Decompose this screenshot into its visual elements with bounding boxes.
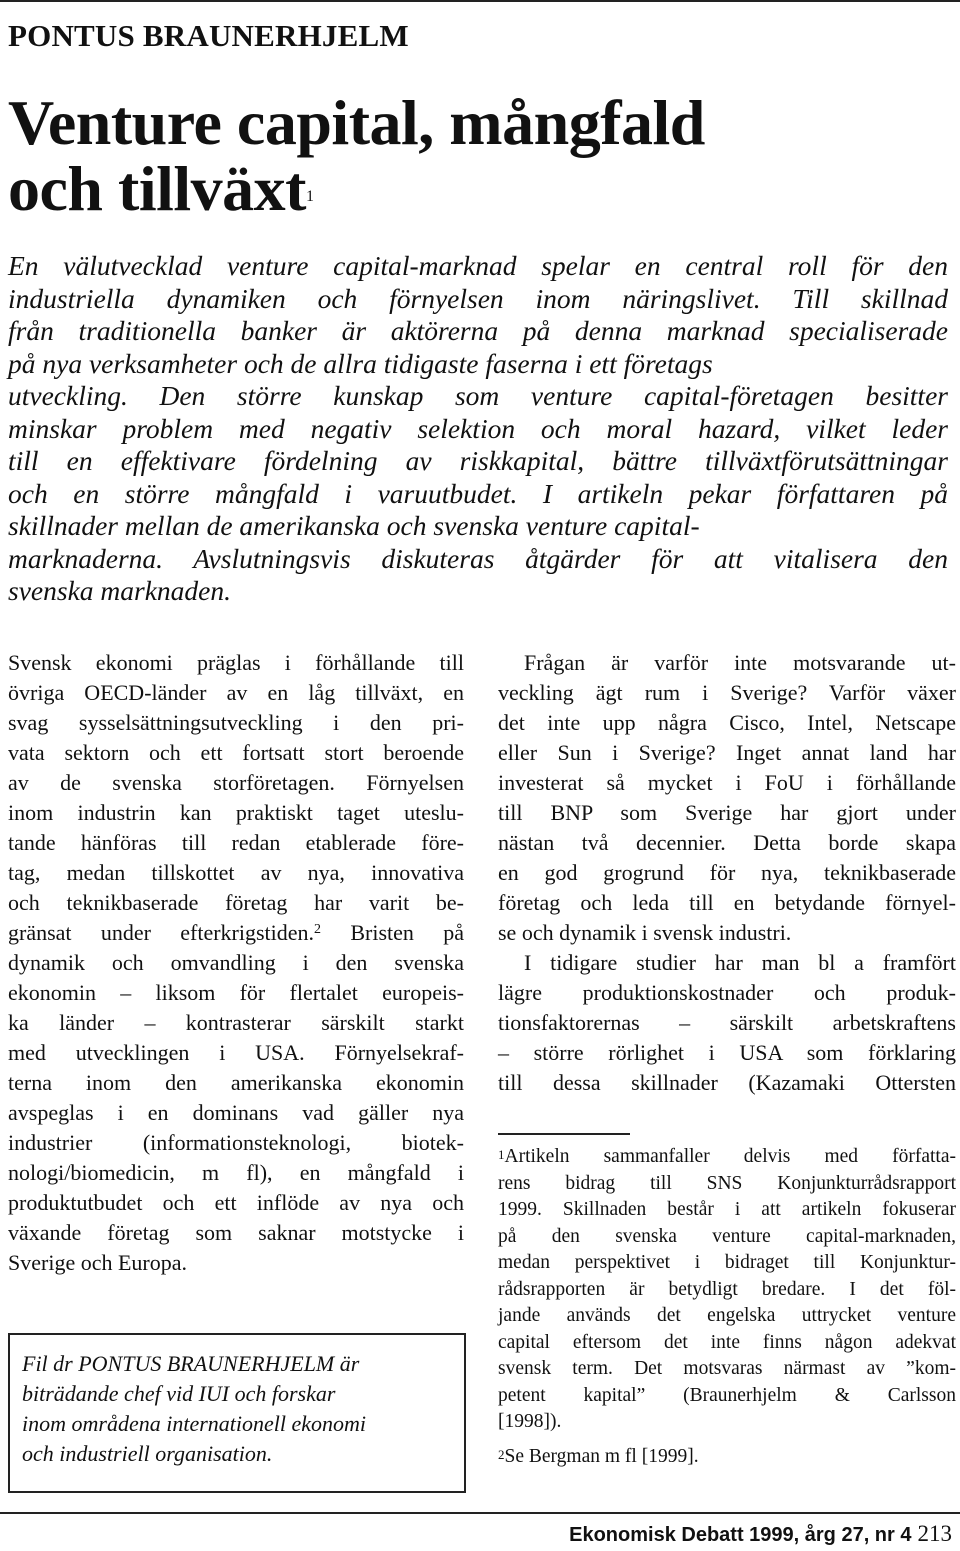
body-line: tionsfaktorernas – särskilt arbetskraftens — [498, 1010, 956, 1035]
body-line: tag, medan tillskottet av nya, innovativa — [8, 860, 464, 885]
bio-line: Fil dr PONTUS BRAUNERHJELM är — [22, 1351, 360, 1376]
body-line: Frågan är varför inte motsvarande ut- — [524, 650, 956, 675]
body-line: till BNP som Sverige har gjort under — [498, 800, 956, 825]
body-line: Svensk ekonomi präglas i förhållande till — [8, 650, 464, 675]
bio-line: biträdande chef vid IUI och forskar — [22, 1381, 336, 1406]
footnote-line: [1998]). — [498, 1411, 562, 1432]
body-line: I tidigare studier har man bl a framfört — [524, 950, 956, 975]
body-line: inom industrin kan praktiskt taget uteslu- — [8, 800, 464, 825]
lead-line: på nya verksamheter och de allra tidigaste faserna i ett företags — [8, 347, 713, 379]
footnote-line: capital eftersom det inte finns någon adekvat — [498, 1331, 956, 1353]
lead-line: industriella dynamiken och förnyelsen inom näringslivet. Till skillnad — [8, 282, 948, 314]
lead-line: utveckling. Den större kunskap som venture capital-företagen besitter — [8, 380, 948, 411]
page-number: 213 — [917, 1521, 952, 1546]
footnotes — [498, 1144, 956, 1470]
lead-line: och en större mångfald i varuutbudet. I artikeln pekar författaren på — [8, 477, 948, 509]
body-line: ka länder – kontrasterar särskilt starkt — [8, 1010, 464, 1035]
journal-citation: Ekonomisk Debatt 1999, årg 27, nr 4 — [569, 1524, 912, 1546]
lead-line: skillnader mellan de amerikanska och svenska venture capital- — [8, 510, 700, 541]
body-line-text: gränsat under efterkrigstiden. — [8, 920, 315, 945]
body-line: dynamik och omvandling i den svenska — [8, 950, 464, 975]
footnote-line: 1999. Skillnaden består i att artikeln fokuserar — [498, 1199, 956, 1220]
footnote-text: Artikeln sammanfaller delvis med författa- — [504, 1146, 956, 1167]
bio-line: och industriell organisation. — [22, 1441, 273, 1466]
footnote-line: jande används det engelska uttrycket venture — [498, 1305, 956, 1326]
footnote-line: rens bidrag till SNS Konjunkturrådsrapport — [498, 1172, 956, 1194]
footnote-line: på den svenska venture capital-marknaden, — [498, 1225, 956, 1247]
body-line: produktutbudet och ett inflöde av nya och — [8, 1190, 464, 1215]
body-line: en god grogrund för nya, teknikbaserade — [498, 860, 956, 885]
body-column-left — [8, 648, 464, 1278]
title-line-2-text: och tillväxt — [8, 153, 306, 224]
body-line: ekonomin – liksom för flertalet europeis- — [8, 980, 464, 1005]
page-footer — [569, 1521, 952, 1547]
footnote-number: 1 — [498, 1147, 505, 1162]
body-line: vata sektorn och ett fortsatt stort beroende — [8, 740, 464, 765]
lead-line: En välutvecklad venture capital-marknad spelar en central roll för den — [8, 250, 948, 281]
body-line: av de svenska storföretagen. Förnyelsen — [8, 770, 464, 795]
body-line — [8, 918, 464, 948]
body-line: terna inom den amerikanska ekonomin — [8, 1070, 464, 1095]
lead-line: till en effektivare fördelning av riskkapital, bättre tillväxtförutsättningar — [8, 445, 948, 476]
top-rule — [0, 0, 960, 2]
title-line-2 — [8, 153, 705, 224]
footnote-line — [498, 1144, 956, 1171]
footnote-ref-2: 2 — [314, 922, 322, 937]
footnote-separator — [498, 1133, 630, 1135]
footnote-line: petent kapital” (Braunerhjelm & Carlsson — [498, 1384, 956, 1406]
body-line: lägre produktionskostnader och produk- — [498, 980, 956, 1005]
body-column-right — [498, 648, 956, 1098]
body-line: industrier (informationsteknologi, biotek- — [8, 1130, 464, 1155]
body-line: det inte upp några Cisco, Intel, Netscape — [498, 710, 956, 735]
body-line: – större rörlighet i USA som förklaring — [498, 1040, 956, 1065]
bottom-rule — [0, 1512, 960, 1514]
lead-line: marknaderna. Avslutningsvis diskuteras åtgärder för att vitalisera den — [8, 542, 948, 574]
footnote-line: medan perspektivet i bidraget till Konjunktur- — [498, 1252, 956, 1273]
body-line-text: Bristen på — [350, 920, 465, 945]
body-line: växande företag som saknar motstycke i — [8, 1220, 464, 1245]
footnote-line: svensk term. Det motsvaras närmast av ”kom- — [498, 1358, 956, 1379]
footnote-text: Se Bergman m fl [1999]. — [504, 1445, 699, 1467]
body-line: och teknikbaserade företag har varit be- — [8, 890, 464, 915]
body-line: nästan två decennier. Detta borde skapa — [498, 830, 956, 855]
title-footnote-marker: 1 — [305, 188, 314, 205]
article-title — [8, 87, 705, 224]
body-line: veckling ägt rum i Sverige? Varför växer — [498, 680, 956, 705]
body-line: tande hänföras till redan etablerade före- — [8, 830, 464, 855]
body-line: eller Sun i Sverige? Inget annat land har — [498, 740, 956, 765]
footnote-line: rådsrapporten är betydligt bredare. I det föl- — [498, 1278, 956, 1300]
author-name: PONTUS BRAUNERHJELM — [8, 18, 409, 53]
body-line: övriga OECD-länder av en låg tillväxt, en — [8, 680, 464, 705]
body-line: investerat så mycket i FoU i förhållande — [498, 770, 956, 795]
lead-paragraph — [8, 250, 948, 608]
author-bio — [22, 1349, 462, 1469]
body-line: se och dynamik i svensk industri. — [498, 920, 792, 945]
title-line-1: Venture capital, mångfald — [8, 87, 705, 158]
footnote-line — [498, 1444, 956, 1471]
body-line: Sverige och Europa. — [8, 1250, 187, 1275]
body-line: till dessa skillnader (Kazamaki Ottersten — [498, 1070, 956, 1095]
body-line: med utvecklingen i USA. Förnyelsekraf- — [8, 1040, 464, 1065]
lead-line: från traditionella banker är aktörerna på denna marknad specialiserade — [8, 315, 948, 346]
body-line: företag och leda till en betydande förnyel- — [498, 890, 956, 915]
footnote-number: 2 — [498, 1446, 505, 1462]
bio-line: inom områdena internationell ekonomi — [22, 1411, 367, 1436]
lead-line: minskar problem med negativ selektion och moral hazard, vilket leder — [8, 412, 948, 444]
lead-line: svenska marknaden. — [8, 575, 231, 606]
body-line: nologi/biomedicin, m fl), en mångfald i — [8, 1160, 464, 1185]
body-line: avspeglas i en dominans vad gäller nya — [8, 1100, 464, 1125]
body-line: svag sysselsättningsutveckling i den pri- — [8, 710, 464, 735]
